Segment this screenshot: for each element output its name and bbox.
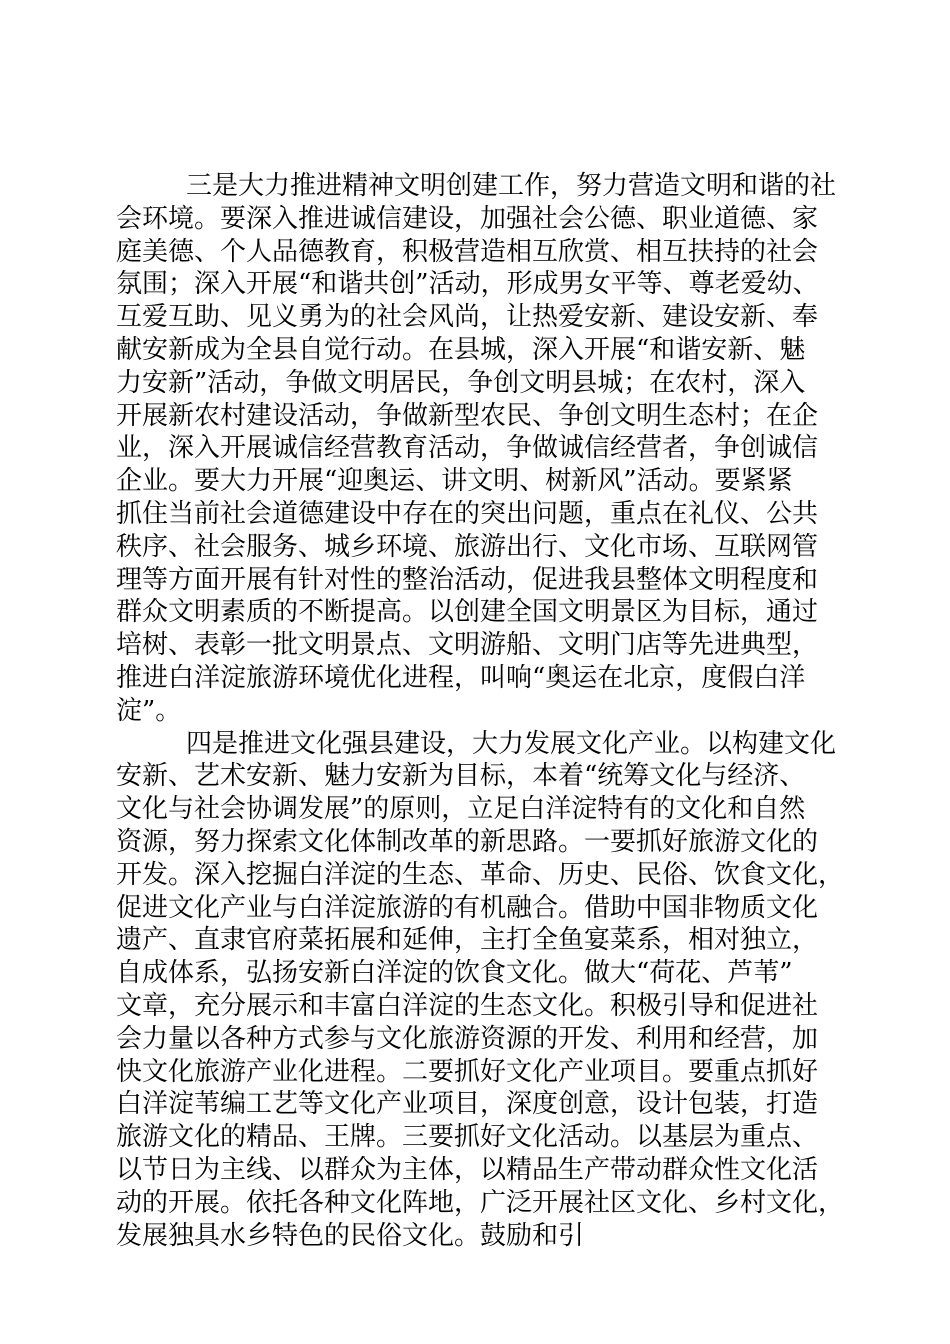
paragraph-line: 自成体系，弘扬安新白洋淀的饮食文化。做大“荷花、芦苇” <box>116 958 793 989</box>
paragraph-line: 文章，充分展示和丰富白洋淀的生态文化。积极引导和促进社 <box>116 990 819 1021</box>
paragraph-line: 四是推进文化强县建设，大力发展文化产业。以构建文化 <box>186 728 837 759</box>
paragraph-line: 会环境。要深入推进诚信建设，加强社会公德、职业道德、家 <box>116 203 819 234</box>
paragraph-line: 以节日为主线、以群众为主体，以精品生产带动群众性文化活 <box>116 1154 819 1185</box>
paragraph-line: 遗产、直隶官府菜拓展和延伸，主打全鱼宴菜系，相对独立， <box>116 925 819 956</box>
paragraph-line: 促进文化产业与白洋淀旅游的有机融合。借助中国非物质文化 <box>116 892 819 923</box>
paragraph-line: 三是大力推进精神文明创建工作，努力营造文明和谐的社 <box>186 171 837 201</box>
paragraph-line: 安新、艺术安新、魅力安新为目标，本着“统筹文化与经济、 <box>116 761 806 792</box>
paragraph-line: 动的开展。依托各种文化阵地，广泛开展社区文化、乡村文化， <box>116 1187 845 1218</box>
paragraph-line: 资源，努力探索文化体制改革的新思路。一要抓好旅游文化的 <box>116 826 819 857</box>
paragraph-line: 企业。要大力开展“迎奥运、讲文明、树新风”活动。要紧紧 <box>116 466 793 497</box>
paragraph-line: 秩序、社会服务、城乡环境、旅游出行、文化市场、互联网管 <box>116 531 819 562</box>
paragraph-line: 文化与社会协调发展”的原则，立足白洋淀特有的文化和自然 <box>116 794 806 825</box>
paragraph-line: 发展独具水乡特色的民俗文化。鼓励和引 <box>116 1220 585 1251</box>
paragraph-line: 白洋淀苇编工艺等文化产业项目，深度创意，设计包装，打造 <box>116 1089 819 1120</box>
paragraph-line: 快文化旅游产业化进程。二要抓好文化产业项目。要重点抓好 <box>116 1056 819 1087</box>
paragraph-line: 庭美德、个人品德教育，积极营造相互欣赏、相互扶持的社会 <box>116 236 819 267</box>
paragraph-2 <box>116 728 845 1253</box>
paragraph-line: 淀”。 <box>116 695 182 726</box>
paragraph-line: 业，深入开展诚信经营教育活动，争做诚信经营者，争创诚信 <box>116 433 819 464</box>
paragraph-line: 培树、表彰一批文明景点、文明游船、文明门店等先进典型， <box>116 630 819 661</box>
paragraph-line: 会力量以各种方式参与文化旅游资源的开发、利用和经营，加 <box>116 1023 819 1054</box>
document-body <box>116 170 845 1252</box>
paragraph-line: 氛围；深入开展“和谐共创”活动，形成男女平等、尊老爱幼、 <box>116 269 819 300</box>
paragraph-line: 旅游文化的精品、王牌。三要抓好文化活动。以基层为重点、 <box>116 1122 819 1153</box>
paragraph-1 <box>116 170 836 728</box>
paragraph-line: 理等方面开展有针对性的整治活动，促进我县整体文明程度和 <box>116 564 819 595</box>
paragraph-line: 群众文明素质的不断提高。以创建全国文明景区为目标，通过 <box>116 597 819 628</box>
paragraph-line: 开发。深入挖掘白洋淀的生态、革命、历史、民俗、饮食文化， <box>116 859 845 890</box>
paragraph-line: 力安新”活动，争做文明居民，争创文明县城；在农村，深入 <box>116 367 806 398</box>
paragraph-line: 抓住当前社会道德建设中存在的突出问题，重点在礼仪、公共 <box>116 498 819 529</box>
paragraph-line: 开展新农村建设活动，争做新型农民、争创文明生态村；在企 <box>116 400 819 431</box>
paragraph-line: 献安新成为全县自觉行动。在县城，深入开展“和谐安新、魅 <box>116 334 806 365</box>
paragraph-line: 推进白洋淀旅游环境优化进程，叫响“奥运在北京，度假白洋 <box>116 662 806 693</box>
paragraph-line: 互爱互助、见义勇为的社会风尚，让热爱安新、建设安新、奉 <box>116 302 819 333</box>
